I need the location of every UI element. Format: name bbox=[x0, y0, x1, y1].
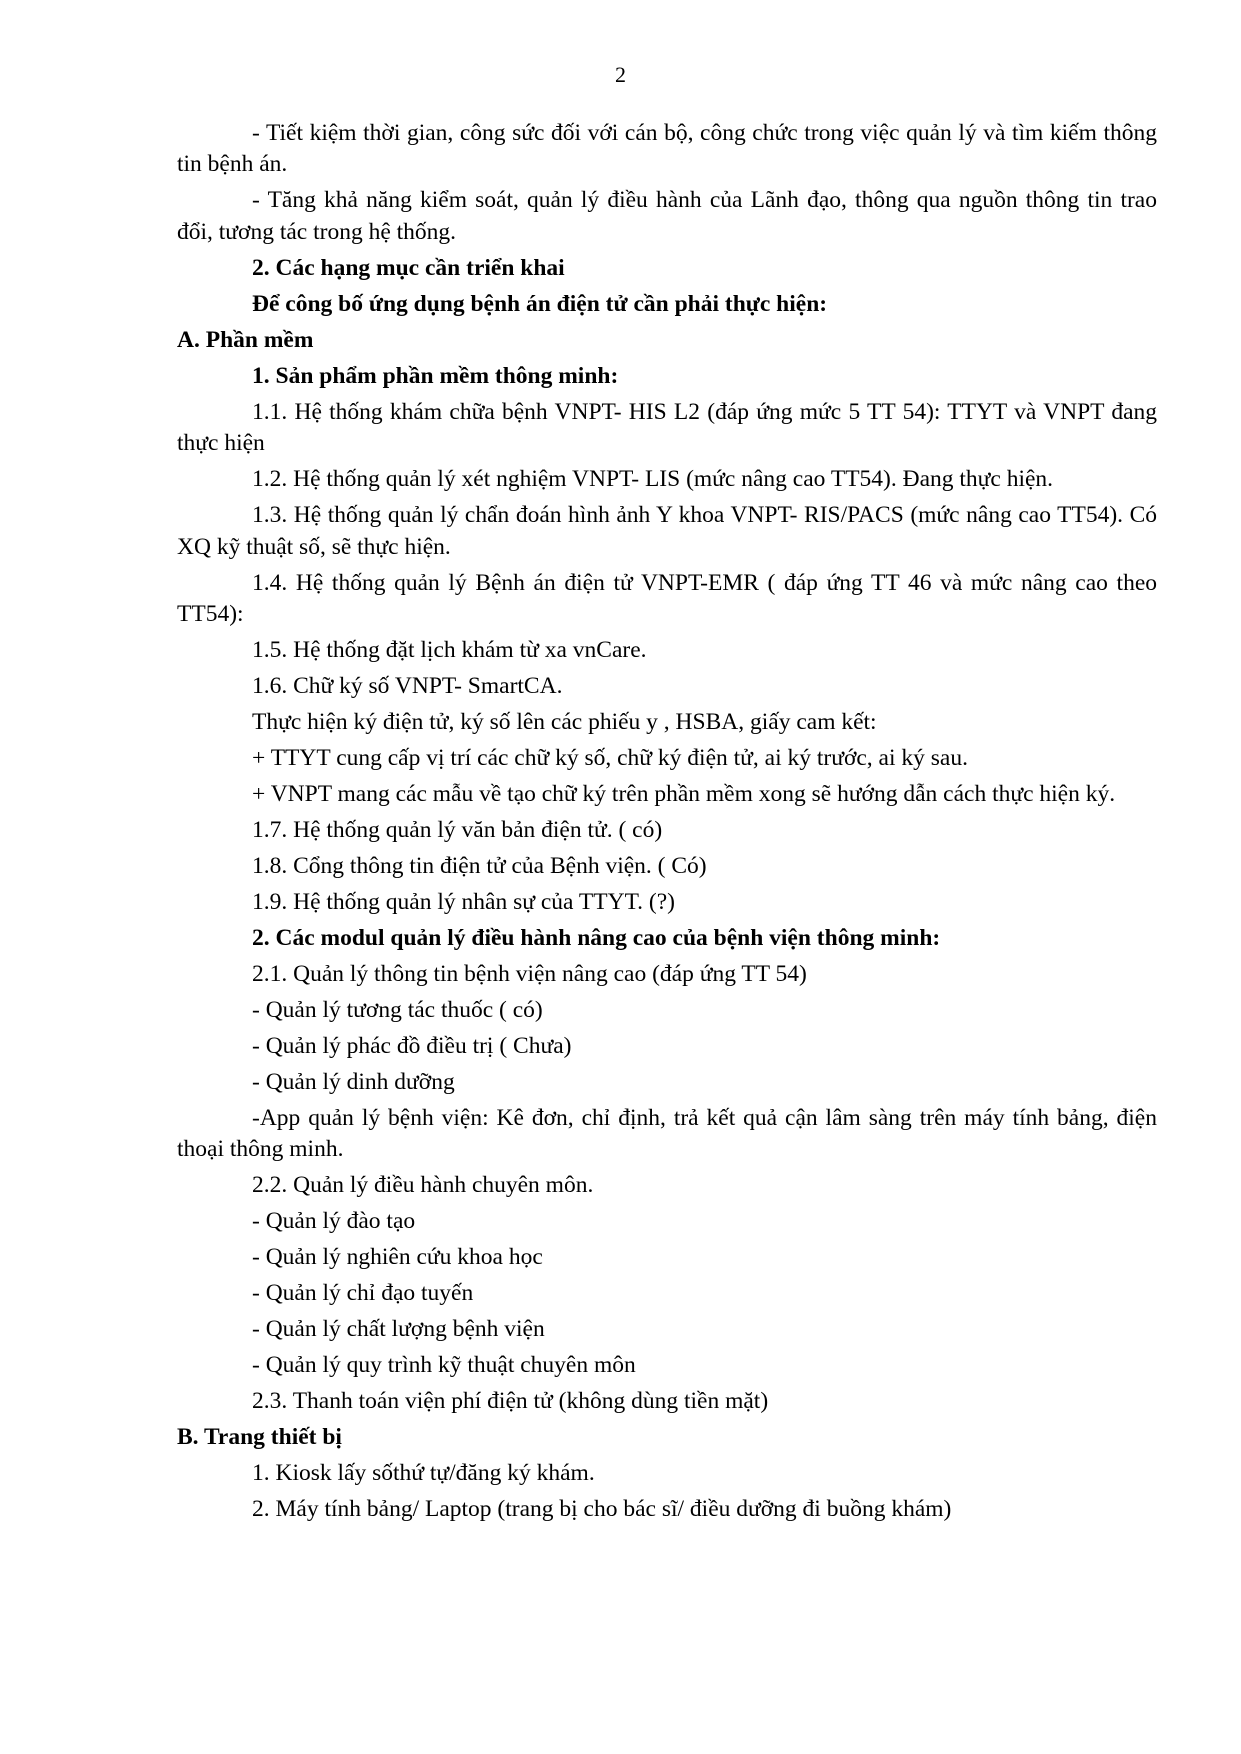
section-heading: A. Phần mềm bbox=[177, 326, 314, 353]
paragraph: - Quản lý quy trình kỹ thuật chuyên môn bbox=[252, 1352, 636, 1379]
paragraph: - Tăng khả năng kiểm soát, quản lý điều hành của Lãnh đạo, thông qua nguồn thông tin trao đổi, tương tác trong hệ thống. bbox=[177, 187, 1157, 245]
paragraph: 1.9. Hệ thống quản lý nhân sự của TTYT. (?) bbox=[252, 889, 676, 916]
section-heading: 2. Các hạng mục cần triển khai bbox=[252, 254, 565, 281]
paragraph: 1.1. Hệ thống khám chữa bệnh VNPT- HIS L2 (đáp ứng mức 5 TT 54): TTYT và VNPT đang thực hiện bbox=[177, 398, 1157, 457]
section-heading: B. Trang thiết bị bbox=[177, 1424, 342, 1451]
paragraph: 2.3. Thanh toán viện phí điện tử (không dùng tiền mặt) bbox=[252, 1388, 769, 1415]
page-number: 2 bbox=[615, 62, 626, 87]
paragraph: - Quản lý chất lượng bệnh viện bbox=[252, 1316, 545, 1343]
paragraph: 1.8. Cổng thông tin điện tử của Bệnh viện. ( Có) bbox=[252, 853, 707, 880]
paragraph: 1.6. Chữ ký số VNPT- SmartCA. bbox=[252, 673, 563, 700]
paragraph: - Quản lý phác đồ điều trị ( Chưa) bbox=[252, 1033, 572, 1060]
paragraph: - Tiết kiệm thời gian, công sức đối với cán bộ, công chức trong việc quản lý và tìm kiếm thông tin bệnh án. bbox=[177, 120, 1157, 178]
paragraph: - Quản lý dinh dưỡng bbox=[252, 1069, 455, 1096]
section-heading: Để công bố ứng dụng bệnh án điện tử cần phải thực hiện: bbox=[252, 290, 828, 317]
paragraph: 2.1. Quản lý thông tin bệnh viện nâng cao (đáp ứng TT 54) bbox=[252, 961, 807, 988]
paragraph: 2.2. Quản lý điều hành chuyên môn. bbox=[252, 1172, 594, 1199]
paragraph: 1.7. Hệ thống quản lý văn bản điện tử. ( có) bbox=[252, 817, 663, 844]
paragraph: -App quản lý bệnh viện: Kê đơn, chỉ định, trả kết quả cận lâm sàng trên máy tính bảng, điện thoại thông minh. bbox=[177, 1105, 1157, 1163]
paragraph: 1. Kiosk lấy sốthứ tự/đăng ký khám. bbox=[252, 1460, 595, 1487]
paragraph: - Quản lý tương tác thuốc ( có) bbox=[252, 997, 543, 1024]
section-heading: 2. Các modul quản lý điều hành nâng cao của bệnh viện thông minh: bbox=[252, 925, 941, 952]
paragraph: 1.3. Hệ thống quản lý chẩn đoán hình ảnh Y khoa VNPT- RIS/PACS (mức nâng cao TT54). Có XQ kỹ thuật số, sẽ thực hiện. bbox=[177, 502, 1157, 560]
paragraph: 1.5. Hệ thống đặt lịch khám từ xa vnCare. bbox=[252, 637, 647, 664]
paragraph: - Quản lý chỉ đạo tuyến bbox=[252, 1280, 474, 1307]
paragraph: + TTYT cung cấp vị trí các chữ ký số, chữ ký điện tử, ai ký trước, ai ký sau. bbox=[252, 745, 968, 772]
paragraph: - Quản lý đào tạo bbox=[252, 1208, 416, 1235]
paragraph: + VNPT mang các mẫu về tạo chữ ký trên phần mềm xong sẽ hướng dẫn cách thực hiện ký. bbox=[252, 781, 1116, 808]
paragraph: Thực hiện ký điện tử, ký số lên các phiếu y , HSBA, giấy cam kết: bbox=[252, 709, 877, 736]
paragraph: 2. Máy tính bảng/ Laptop (trang bị cho bác sĩ/ điều dưỡng đi buồng khám) bbox=[252, 1496, 952, 1523]
document-body bbox=[177, 118, 1157, 1530]
section-heading: 1. Sản phẩm phần mềm thông minh: bbox=[252, 362, 619, 389]
paragraph: - Quản lý nghiên cứu khoa học bbox=[252, 1244, 543, 1271]
paragraph: 1.2. Hệ thống quản lý xét nghiệm VNPT- LIS (mức nâng cao TT54). Đang thực hiện. bbox=[252, 466, 1054, 493]
paragraph: 1.4. Hệ thống quản lý Bệnh án điện tử VNPT-EMR ( đáp ứng TT 46 và mức nâng cao theo TT54): bbox=[177, 569, 1157, 628]
